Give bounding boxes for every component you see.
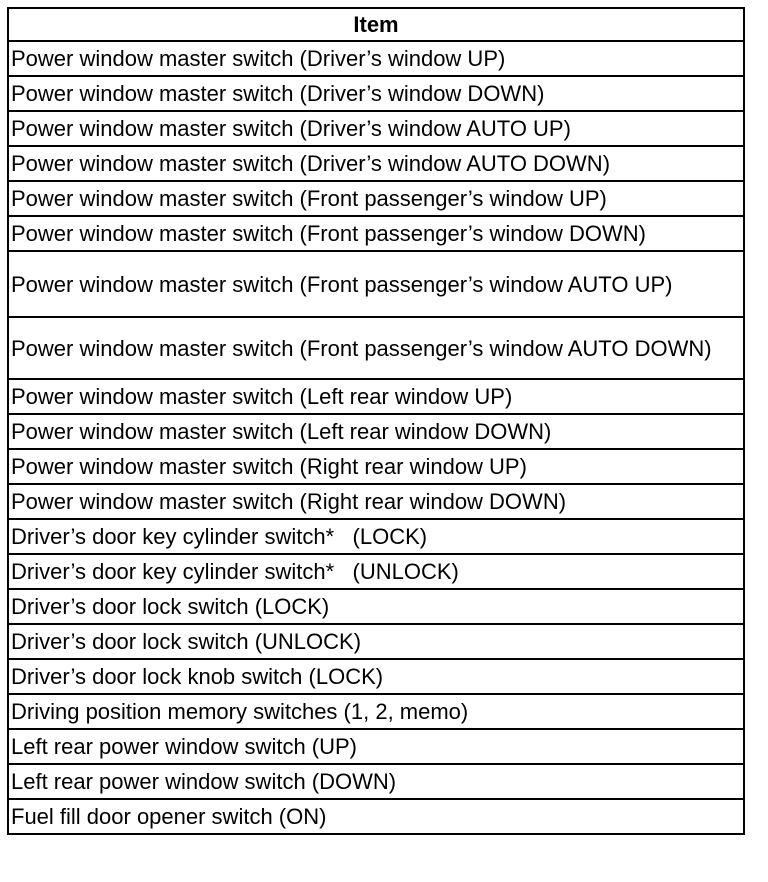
table-cell: Power window master switch (Driver’s window UP) xyxy=(8,41,744,76)
table-row xyxy=(8,41,744,76)
table-header-row xyxy=(8,8,744,41)
column-header-item: Item xyxy=(8,8,744,41)
table-row xyxy=(8,729,744,764)
table-cell: Driver’s door key cylinder switch* (UNLOCK) xyxy=(8,554,744,589)
table-cell: Power window master switch (Driver’s window DOWN) xyxy=(8,76,744,111)
table-cell: Left rear power window switch (DOWN) xyxy=(8,764,744,799)
table-row xyxy=(8,181,744,216)
table-row xyxy=(8,449,744,484)
table-cell: Driver’s door lock switch (UNLOCK) xyxy=(8,624,744,659)
table-cell: Power window master switch (Driver’s window AUTO DOWN) xyxy=(8,146,744,181)
table-row xyxy=(8,76,744,111)
table-row xyxy=(8,589,744,624)
item-table xyxy=(7,7,745,835)
table-cell: Power window master switch (Left rear window UP) xyxy=(8,379,744,414)
table-cell: Power window master switch (Driver’s window AUTO UP) xyxy=(8,111,744,146)
table-row xyxy=(8,414,744,449)
table-row xyxy=(8,554,744,589)
table-row xyxy=(8,764,744,799)
table-row xyxy=(8,111,744,146)
table-cell: Driving position memory switches (1, 2, memo) xyxy=(8,694,744,729)
table-cell: Driver’s door lock switch (LOCK) xyxy=(8,589,744,624)
table-row xyxy=(8,694,744,729)
table-cell: Power window master switch (Front passenger’s window AUTO DOWN) xyxy=(8,317,744,379)
table-row xyxy=(8,624,744,659)
table-cell: Driver’s door lock knob switch (LOCK) xyxy=(8,659,744,694)
table-row xyxy=(8,519,744,554)
table-row xyxy=(8,799,744,834)
table-cell: Power window master switch (Right rear window DOWN) xyxy=(8,484,744,519)
table-cell: Power window master switch (Left rear window DOWN) xyxy=(8,414,744,449)
table-cell: Power window master switch (Front passenger’s window AUTO UP) xyxy=(8,251,744,317)
table-cell: Fuel fill door opener switch (ON) xyxy=(8,799,744,834)
table-row xyxy=(8,216,744,251)
table-row xyxy=(8,251,744,317)
table-row xyxy=(8,659,744,694)
table-cell: Left rear power window switch (UP) xyxy=(8,729,744,764)
table-row xyxy=(8,146,744,181)
table-row xyxy=(8,317,744,379)
table-cell: Power window master switch (Front passenger’s window UP) xyxy=(8,181,744,216)
table-row xyxy=(8,379,744,414)
table-row xyxy=(8,484,744,519)
table-cell: Driver’s door key cylinder switch* (LOCK) xyxy=(8,519,744,554)
table-cell: Power window master switch (Right rear window UP) xyxy=(8,449,744,484)
table-cell: Power window master switch (Front passenger’s window DOWN) xyxy=(8,216,744,251)
